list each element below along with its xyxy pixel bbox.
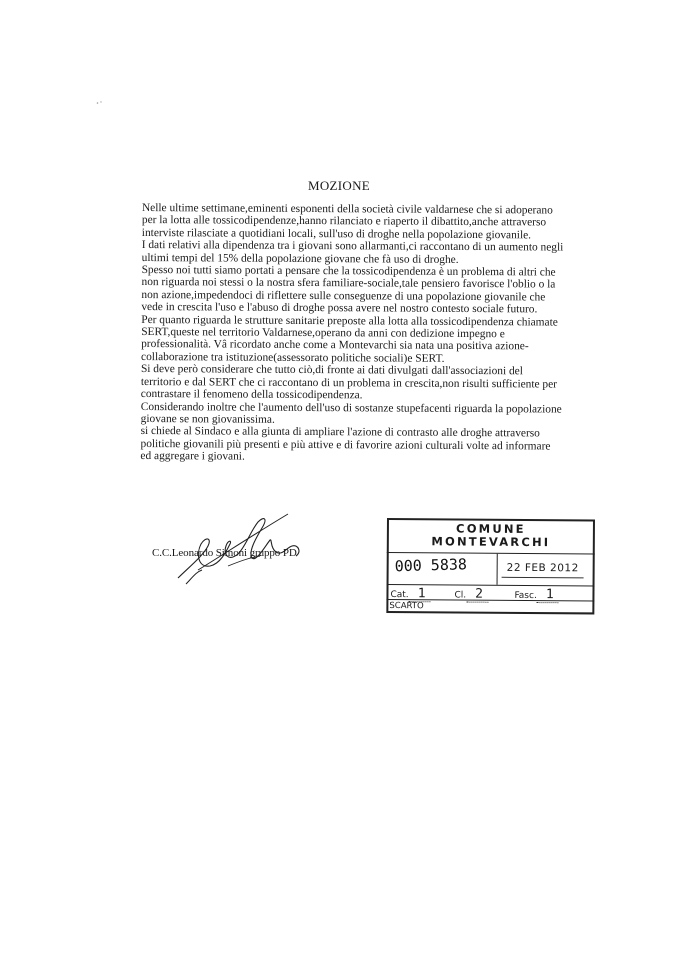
stamp-date: 22 FEB 2012 <box>506 561 579 575</box>
text-line: non riguarda noi stessi o la nostra sfera familiare-sociale,tale pensiero favorisce l'oblio o la <box>141 276 556 291</box>
text-line: politiche giovanili più presenti e più attive e di favorire azioni culturali volte ad informare <box>140 437 551 453</box>
text-line: si chiede al Sindaco e alla giunta di ampliare l'azione di contrasto alle droghe attraverso <box>140 425 540 440</box>
stamp-protocol-number: 000 5838 <box>394 555 468 576</box>
text-line: per la lotta alle tossicodipendenze,hanno rilanciato e riaperto il dibattito,anche attraverso <box>141 214 547 229</box>
paragraph <box>140 425 580 465</box>
stamp-cat-label: Cat. <box>390 590 409 601</box>
stamp-cl-value: 2 <box>475 586 484 602</box>
text-line: contrastare il fenomeno della tossicodipendenza. <box>140 388 363 402</box>
stamp-fasc-value: 1 <box>545 587 554 603</box>
scan-speck <box>96 100 104 105</box>
stamp-fasc-label: Fasc. <box>514 590 537 602</box>
text-line: interviste rilasciate a quotidiani locali, sull'uso di droghe nella popolazione giovanile. <box>141 226 532 242</box>
signatory-name: C.C.Leonardo Simoni gruppo PD <box>152 547 297 559</box>
text-line: non azione,impedendoci di riflettere sulle conseguenze di una popolazione giovanile che <box>141 288 546 304</box>
stamp-comune: COMUNE <box>456 521 526 536</box>
text-line: ed aggregare i giovani. <box>140 450 245 463</box>
text-line: professionalità. Vâ ricordato anche come a Montevarchi sia nata una positiva azione- <box>141 338 529 353</box>
stamp-header <box>387 518 595 553</box>
paragraph <box>141 264 581 316</box>
paragraph <box>141 400 581 427</box>
text-line: territorio e dal SERT che ci raccontano di un problema in crescita,non risulti sufficiente per <box>140 375 558 391</box>
document-body <box>140 202 582 465</box>
stamp-municipality: MONTEVARCHI <box>431 534 551 550</box>
text-line: Nelle ultime settimane,eminenti esponenti della società civile valdarnese che si adoperano <box>141 202 553 217</box>
text-line: giovane se non giovanissima. <box>140 412 275 426</box>
stamp-cl-label: Cl. <box>454 590 467 601</box>
text-line: Per quanto riguarda le strutture sanitarie preposte alla lotta alla tossicodipendenza chiamate <box>141 313 558 329</box>
text-line: ultimi tempi del 15% della popolazione giovane che fà uso di droghe. <box>141 251 459 266</box>
text-line: collaborazione tra istituzione(assessorato politiche sociali)e SERT. <box>141 350 445 365</box>
paragraph <box>142 239 582 266</box>
stamp-scarto: SCARTO <box>389 601 424 612</box>
paragraph <box>141 314 581 366</box>
text-line: Spesso noi tutti siamo portati a pensare che la tossicodipendenza è un problema di altri che <box>141 264 556 279</box>
paragraph <box>141 363 581 403</box>
stamp-cat-value: 1 <box>417 586 426 602</box>
text-line: Considerando inoltre che l'aumento dell'uso di sostanze stupefacenti riguarda la popolazione <box>140 400 562 416</box>
paragraph <box>142 202 582 242</box>
text-line: Si deve però considerare che tutto ciò,di fronte ai dati divulgati dall'associazioni del <box>140 363 523 378</box>
document-title: MOZIONE <box>307 178 371 193</box>
protocol-stamp <box>386 518 595 614</box>
text-line: I dati relativi alla dipendenza tra i giovani sono allarmanti,ci raccontano di un aumento negli <box>141 239 564 254</box>
stamp-divider <box>497 554 498 585</box>
text-line: SERT,queste nel territorio Valdarnese,operano da anni con dedizione impegno e <box>141 326 505 341</box>
text-line: vede in crescita l'uso e l'abuso di droghe possa avere nel nostro contesto sociale futuro. <box>141 301 538 316</box>
